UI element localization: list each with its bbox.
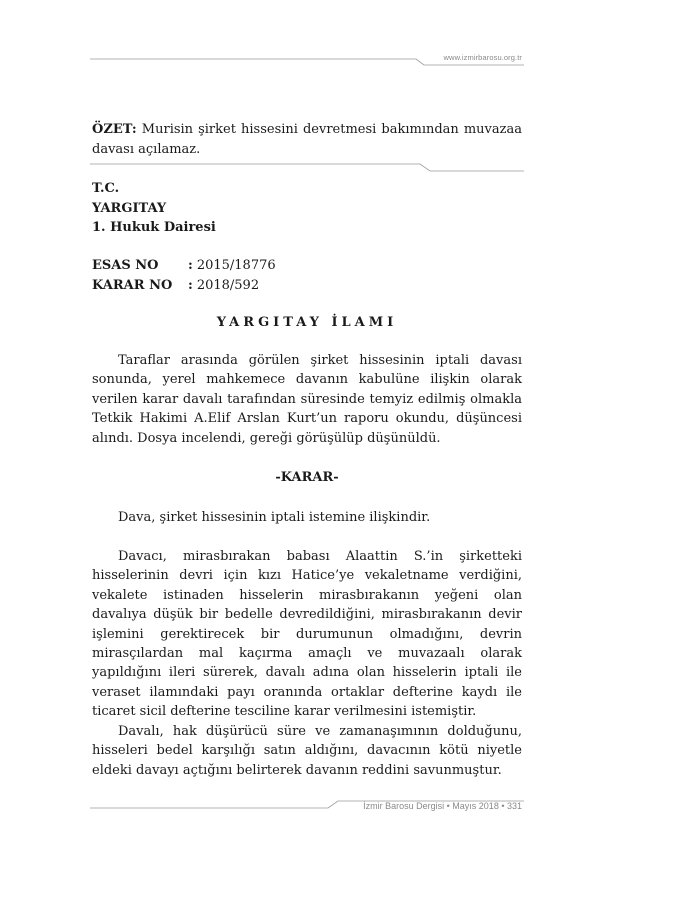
court-block [92, 179, 392, 238]
summary-label: ÖZET: [92, 122, 137, 137]
paragraph-2: Dava, şirket hissesinin iptali istemine ilişkindir. [118, 510, 431, 525]
case-ref-key: KARAR NO [92, 277, 173, 293]
case-ref-colon: : [188, 258, 193, 273]
paragraph-4: Davalı, hak düşürücü süre ve zamanaşımının dolduğunu, hisseleri bedel karşılığı satın aldığını, davacının kötü niyetle eldeki davayı açtığını belirterek davanın reddini savunmuştur. [92, 724, 522, 778]
footer-text: İzmir Barosu Dergisi • Mayıs 2018 • 331 [363, 801, 522, 811]
summary-rule [90, 163, 524, 173]
case-ref-row [92, 256, 492, 276]
summary [92, 120, 522, 159]
document-heading: YARGITAY İLAMI [216, 315, 398, 330]
case-references [92, 256, 492, 295]
court-chamber: 1. Hukuk Dairesi [92, 220, 216, 235]
site-url[interactable]: www.izmirbarosu.org.tr [443, 53, 522, 62]
case-ref-row [92, 276, 492, 296]
case-ref-key: ESAS NO [92, 258, 159, 273]
case-ref-colon: : [188, 277, 193, 293]
court-country: T.C. [92, 181, 120, 196]
case-ref-value: 2015/18776 [196, 258, 276, 273]
paragraph-1: Taraflar arasında görülen şirket hissesinin iptali davası sonunda, yerel mahkemece davanın kabulüne ilişkin olarak verilen karar davalı tarafından süresinde temyiz edilmiş olmakla Tetkik Hakimi A.Elif Arslan Kurt’un raporu okundu, düşüncesi alındı. Dosya incelendi, gereği görüşülüp düşünüldü. [92, 353, 522, 446]
summary-text: Murisin şirket hissesini devretmesi bakımından muvazaa davası açılamaz. [92, 122, 522, 157]
paragraph-3: Davacı, mirasbırakan babası Alaattin S.’in şirketteki hisselerinin devri için kızı Hatice’ye vekaletname verdiğini, vekalete istinaden hisselerin mirasbırakanın yeğeni olan davalıya düşük bir bedelle devredildiğini, mirasbırakanın devir işlemini gerektirecek bir durumunun olmadığını, devrin mirasçılardan mal kaçırma amaçlı ve muvazaalı olarak yapıldığını ileri sürerek, davalı adına olan hisselerin iptali ile veraset ilamındaki payı oranında ortaklar defterine kaydı ile ticaret sicil defterine tesciline karar verilmesini istemiştir. [92, 549, 522, 720]
karar-heading: -KARAR- [275, 470, 339, 485]
court-name: YARGITAY [92, 200, 167, 216]
case-ref-value: 2018/592 [196, 277, 260, 293]
